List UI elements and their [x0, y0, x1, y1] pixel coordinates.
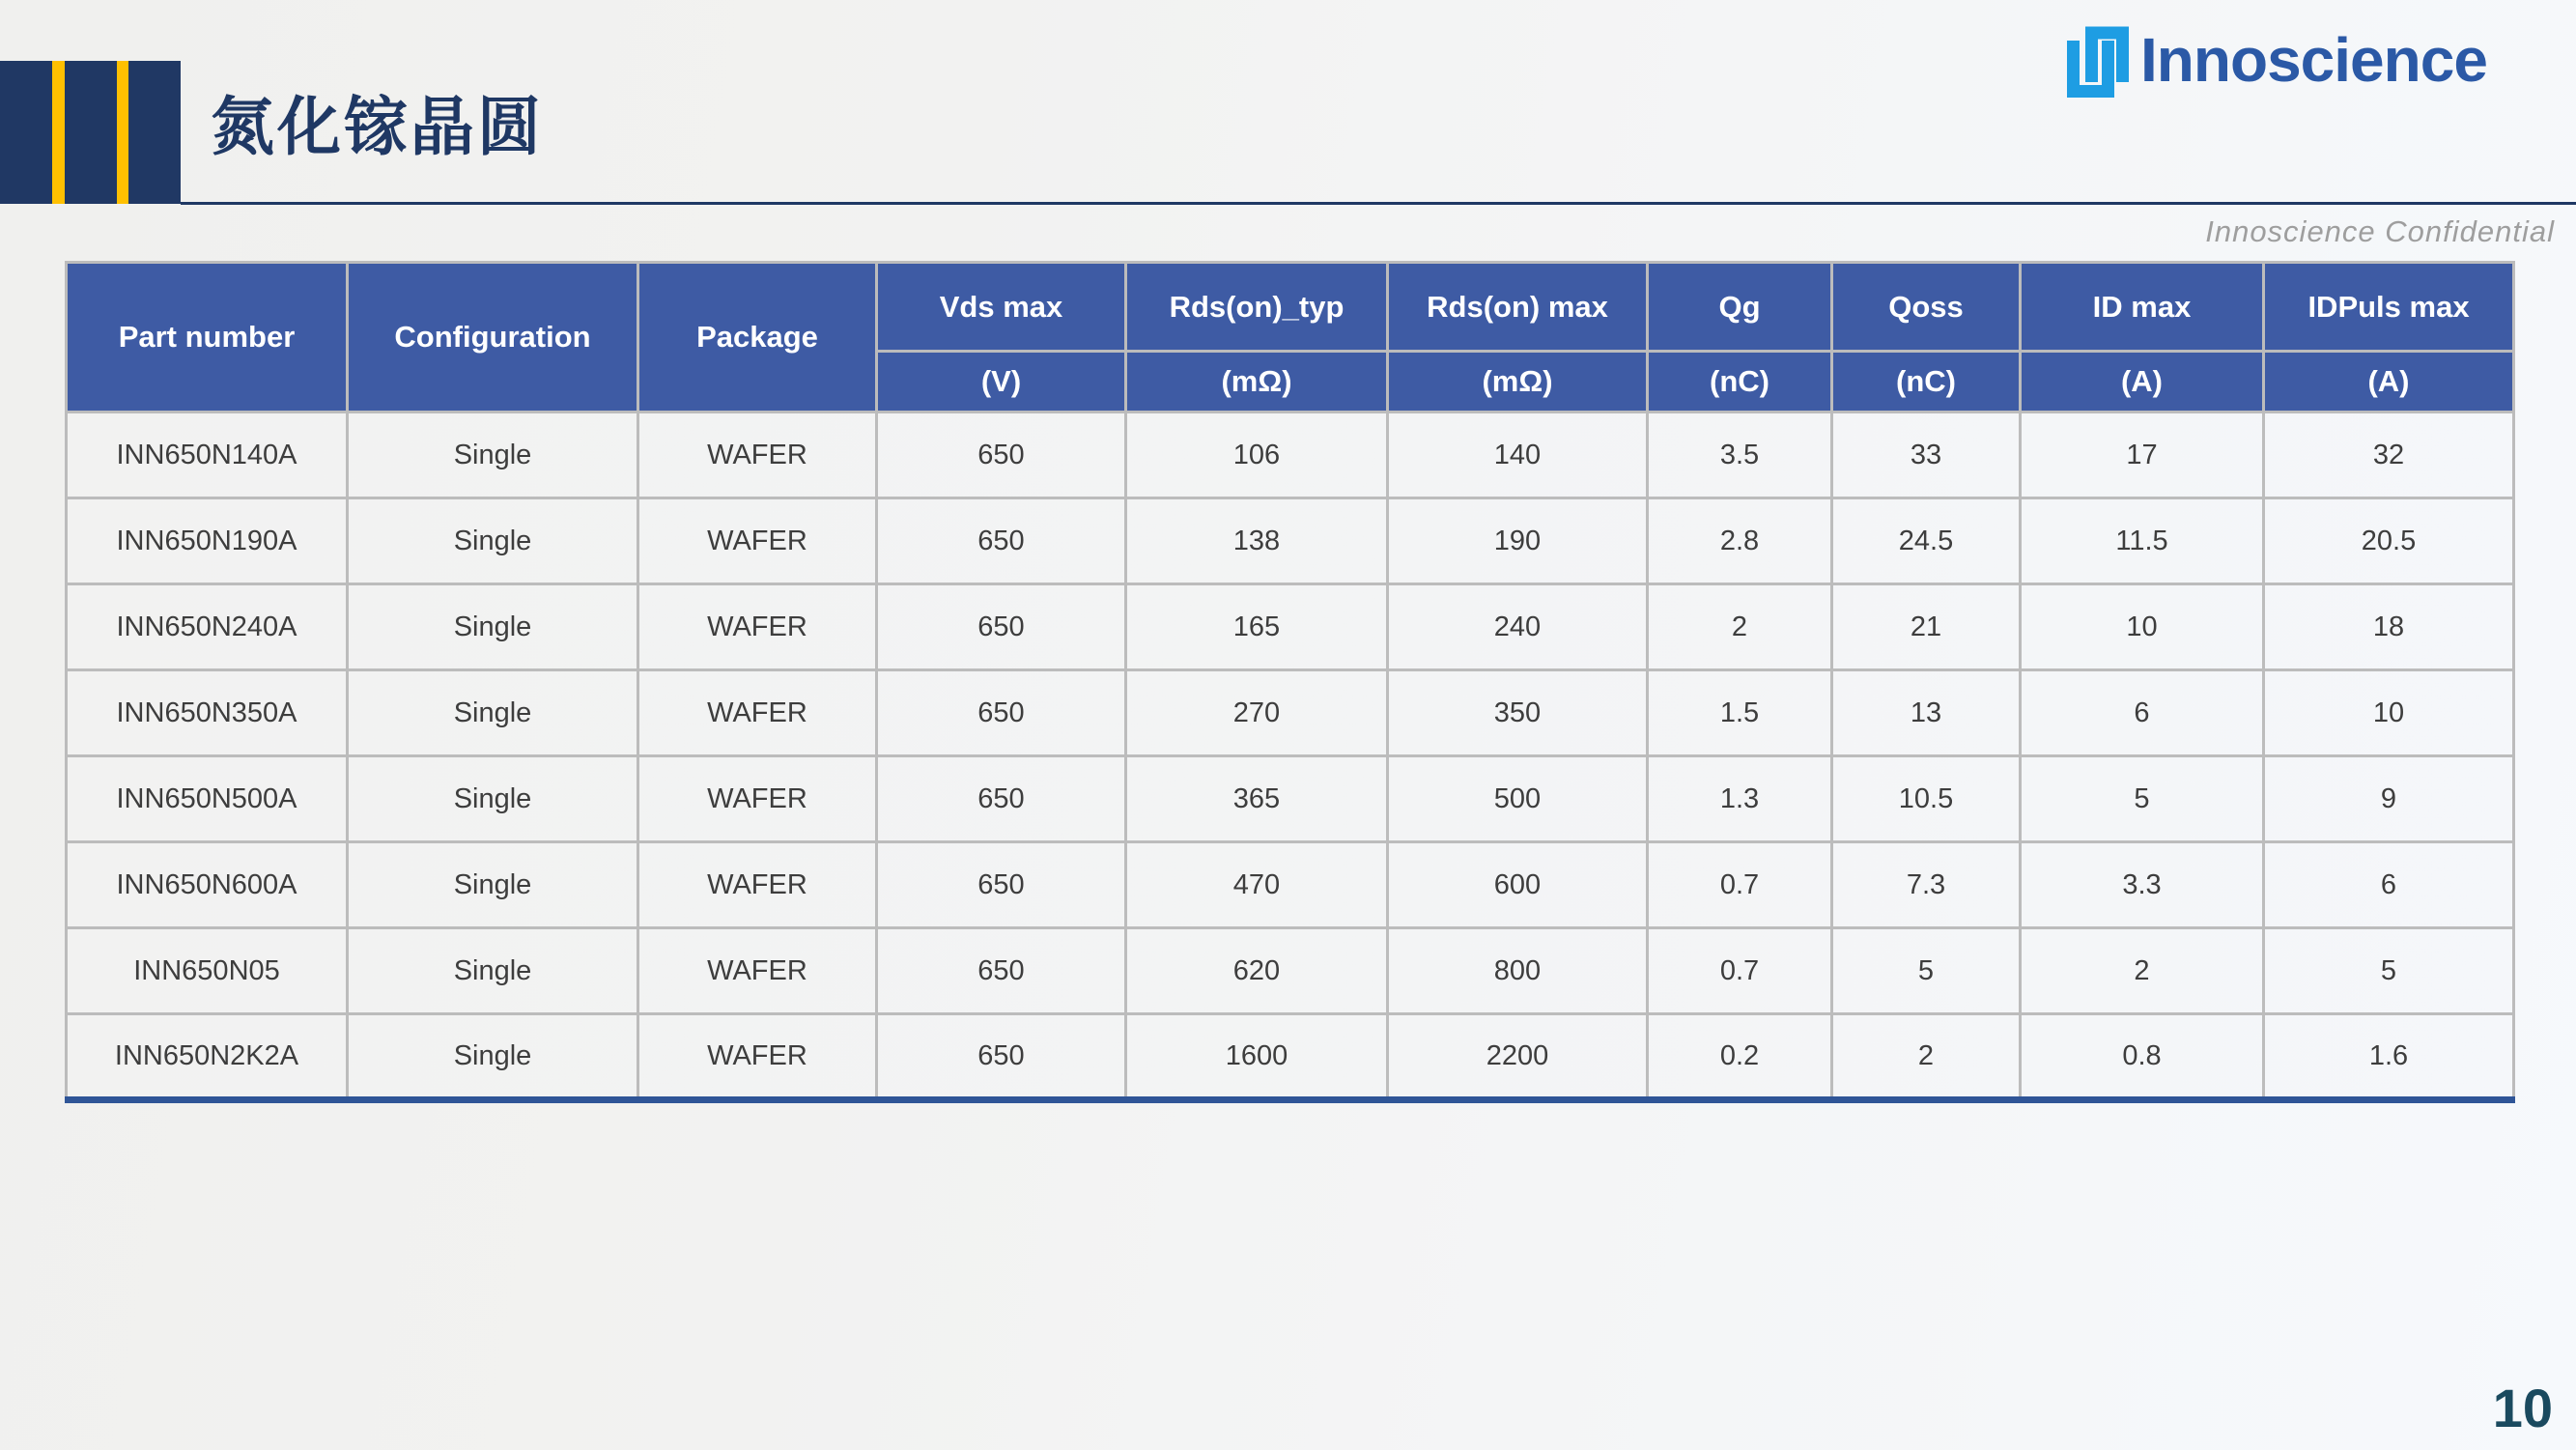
table-cell: 18	[2264, 584, 2514, 670]
column-unit: (A)	[2021, 352, 2264, 412]
title-divider	[181, 202, 2576, 205]
table-cell: 600	[1388, 842, 1648, 928]
table-cell: 800	[1388, 928, 1648, 1014]
table-cell: 2	[1832, 1014, 2021, 1100]
table-cell: WAFER	[638, 670, 877, 756]
table-row	[67, 584, 2514, 670]
table-cell: 1.6	[2264, 1014, 2514, 1100]
table-body	[67, 412, 2514, 1100]
table-cell: Single	[348, 756, 638, 842]
table-header	[67, 263, 2514, 412]
table-cell: WAFER	[638, 1014, 877, 1100]
column-header: Configuration	[348, 263, 638, 412]
table-cell: WAFER	[638, 842, 877, 928]
column-unit: (nC)	[1648, 352, 1832, 412]
column-unit: (nC)	[1832, 352, 2021, 412]
table-cell: 106	[1126, 412, 1388, 498]
column-header: Part number	[67, 263, 348, 412]
table-cell: Single	[348, 584, 638, 670]
table-cell: 7.3	[1832, 842, 2021, 928]
table-cell: 240	[1388, 584, 1648, 670]
column-header: Vds max	[877, 263, 1126, 352]
table-cell: 21	[1832, 584, 2021, 670]
table-cell: Single	[348, 842, 638, 928]
table-cell: 5	[2264, 928, 2514, 1014]
part-number-cell: INN650N350A	[67, 670, 348, 756]
part-number-cell: INN650N500A	[67, 756, 348, 842]
table-cell: 10	[2264, 670, 2514, 756]
table-cell: 650	[877, 498, 1126, 584]
table-cell: Single	[348, 928, 638, 1014]
table-cell: Single	[348, 498, 638, 584]
table-cell: 270	[1126, 670, 1388, 756]
table-cell: 0.8	[2021, 1014, 2264, 1100]
column-unit: (mΩ)	[1126, 352, 1388, 412]
table-cell: 650	[877, 584, 1126, 670]
column-header: Package	[638, 263, 877, 412]
table-cell: 650	[877, 412, 1126, 498]
column-unit: (mΩ)	[1388, 352, 1648, 412]
table-cell: 5	[1832, 928, 2021, 1014]
table-cell: 0.2	[1648, 1014, 1832, 1100]
column-header: IDPuls max	[2264, 263, 2514, 352]
part-number-cell: INN650N2K2A	[67, 1014, 348, 1100]
table-cell: Single	[348, 1014, 638, 1100]
deco-yellow-stripe	[117, 61, 128, 204]
column-header: Rds(on)_typ	[1126, 263, 1388, 352]
table-cell: 620	[1126, 928, 1388, 1014]
table-cell: 13	[1832, 670, 2021, 756]
table-cell: 500	[1388, 756, 1648, 842]
table-cell: 650	[877, 928, 1126, 1014]
table-cell: 1.5	[1648, 670, 1832, 756]
table-cell: 3.3	[2021, 842, 2264, 928]
table-row	[67, 756, 2514, 842]
table-cell: Single	[348, 670, 638, 756]
innoscience-logo-text: Innoscience	[2140, 25, 2487, 95]
table-row	[67, 928, 2514, 1014]
table-cell: WAFER	[638, 584, 877, 670]
innoscience-logo	[2067, 21, 2487, 99]
table-cell: Single	[348, 412, 638, 498]
table-cell: WAFER	[638, 756, 877, 842]
table-cell: 9	[2264, 756, 2514, 842]
table-cell: 2.8	[1648, 498, 1832, 584]
table-cell: 3.5	[1648, 412, 1832, 498]
table-row	[67, 412, 2514, 498]
table-row	[67, 498, 2514, 584]
table-cell: 190	[1388, 498, 1648, 584]
page-title: 氮化镓晶圆	[211, 91, 544, 162]
table-cell: 10	[2021, 584, 2264, 670]
table-cell: 17	[2021, 412, 2264, 498]
table-cell: 33	[1832, 412, 2021, 498]
part-number-cell: INN650N600A	[67, 842, 348, 928]
table-cell: WAFER	[638, 928, 877, 1014]
column-unit: (V)	[877, 352, 1126, 412]
table-cell: 2	[2021, 928, 2264, 1014]
innoscience-logo-icon	[2067, 21, 2129, 99]
gan-wafer-spec-table	[65, 261, 2515, 1103]
column-header: Qoss	[1832, 263, 2021, 352]
part-number-cell: INN650N240A	[67, 584, 348, 670]
table-cell: 0.7	[1648, 928, 1832, 1014]
table-cell: 6	[2264, 842, 2514, 928]
table-cell: 2	[1648, 584, 1832, 670]
column-header: Qg	[1648, 263, 1832, 352]
table-cell: 165	[1126, 584, 1388, 670]
table-cell: 5	[2021, 756, 2264, 842]
deco-navy-block	[0, 61, 181, 204]
table-cell: 650	[877, 670, 1126, 756]
table-cell: 11.5	[2021, 498, 2264, 584]
column-header: ID max	[2021, 263, 2264, 352]
confidential-watermark: Innoscience Confidential	[2205, 214, 2555, 248]
part-number-cell: INN650N05	[67, 928, 348, 1014]
table-cell: 1600	[1126, 1014, 1388, 1100]
table-cell: WAFER	[638, 498, 877, 584]
table-cell: 140	[1388, 412, 1648, 498]
table-cell: 2200	[1388, 1014, 1648, 1100]
table-cell: 650	[877, 756, 1126, 842]
table-cell: 32	[2264, 412, 2514, 498]
table-row	[67, 1014, 2514, 1100]
part-number-cell: INN650N190A	[67, 498, 348, 584]
column-header: Rds(on) max	[1388, 263, 1648, 352]
table-cell: 138	[1126, 498, 1388, 584]
table-cell: 1.3	[1648, 756, 1832, 842]
table-cell: 0.7	[1648, 842, 1832, 928]
table-row	[67, 842, 2514, 928]
part-number-cell: INN650N140A	[67, 412, 348, 498]
page-number: 10	[2492, 1378, 2553, 1438]
table-cell: 6	[2021, 670, 2264, 756]
table-cell: 650	[877, 1014, 1126, 1100]
table-cell: WAFER	[638, 412, 877, 498]
table-cell: 10.5	[1832, 756, 2021, 842]
table-cell: 650	[877, 842, 1126, 928]
table-cell: 20.5	[2264, 498, 2514, 584]
column-unit: (A)	[2264, 352, 2514, 412]
table-cell: 365	[1126, 756, 1388, 842]
deco-yellow-stripe	[52, 61, 65, 204]
table-cell: 470	[1126, 842, 1388, 928]
table-row	[67, 670, 2514, 756]
table-cell: 24.5	[1832, 498, 2021, 584]
table-cell: 350	[1388, 670, 1648, 756]
